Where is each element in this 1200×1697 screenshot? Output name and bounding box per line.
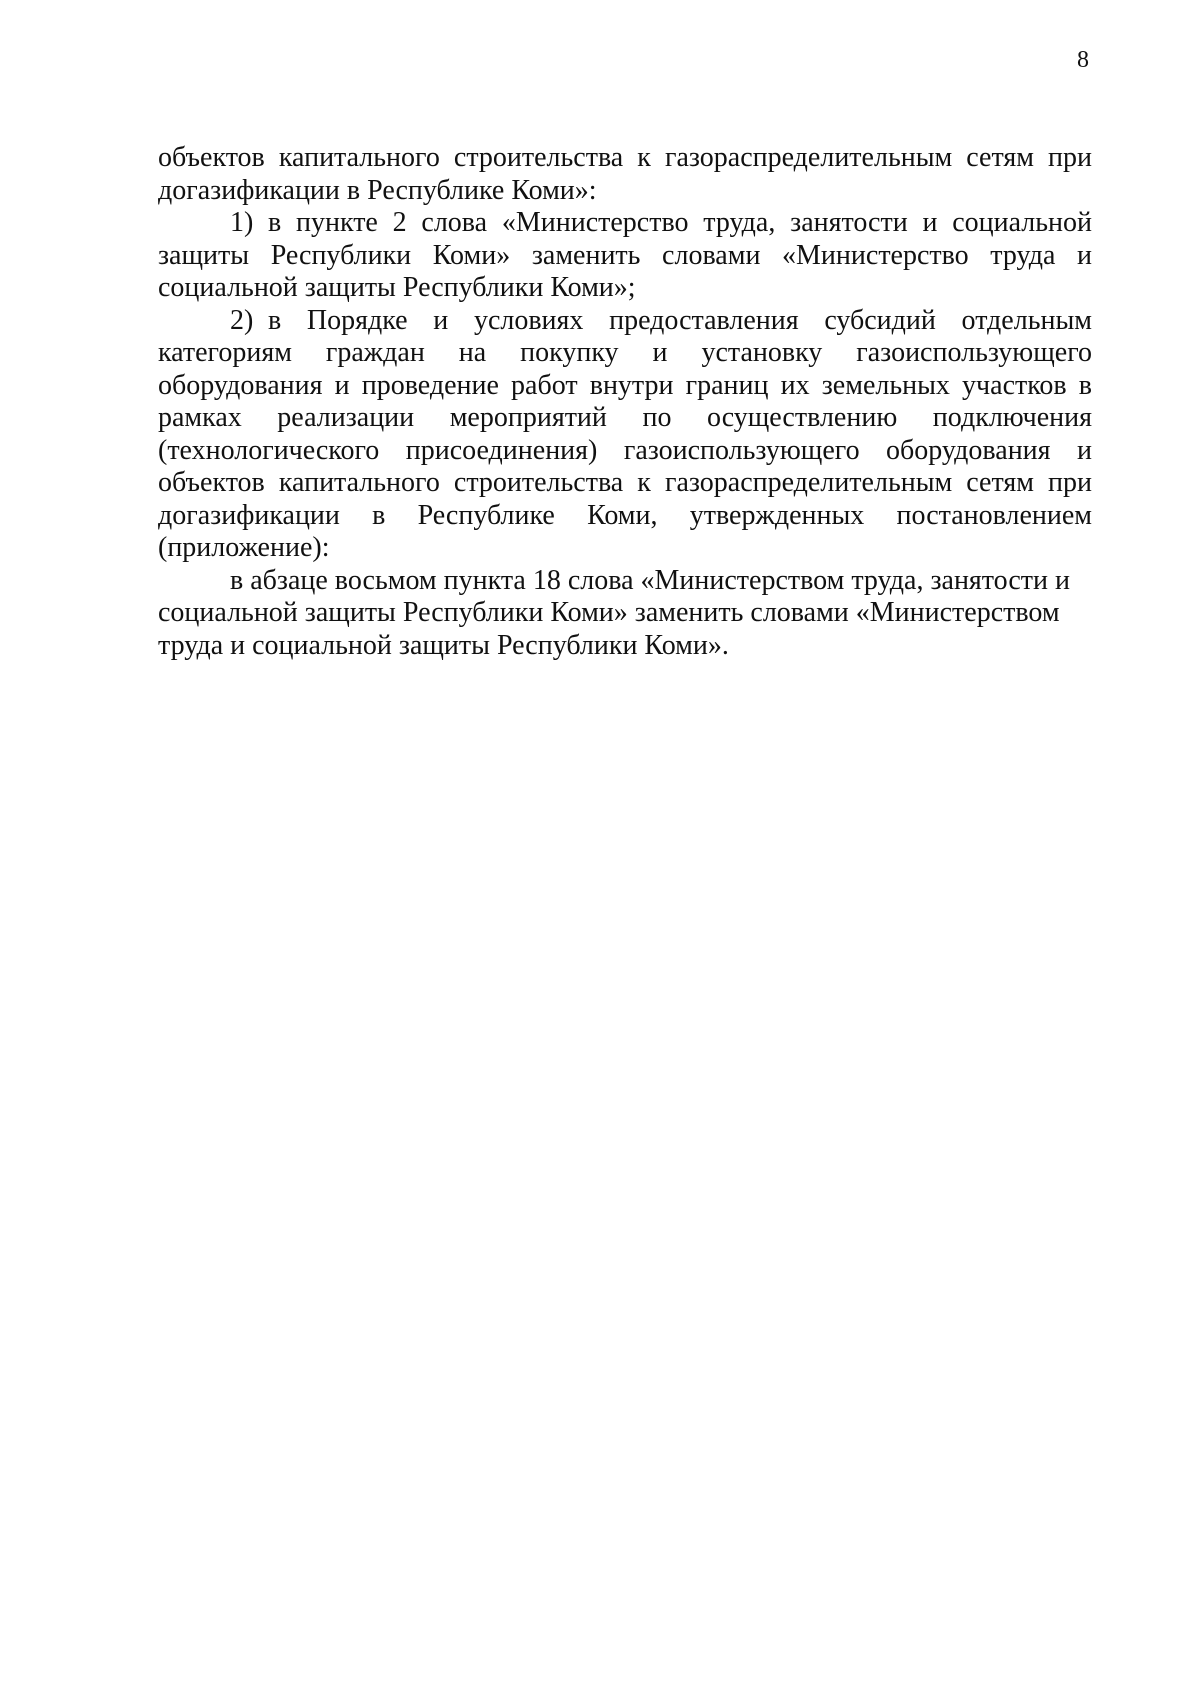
list-item-number: 2) <box>230 304 254 336</box>
list-item-text: в пункте 2 слова «Министерство труда, занятости и социальной защиты Республики Коми» заменить словами «Министерство труда и социальной защиты Республики Коми»; <box>158 207 1092 303</box>
paragraph-continuation: объектов капитального строительства к газораспределительным сетям при догазификации в Республике Коми»: <box>158 142 1092 206</box>
document-body <box>158 142 1092 662</box>
list-item-text: в Порядке и условиях предоставления субсидий отдельным категориям граждан на покупку и установку газоиспользующего оборудования и проведение работ внутри границ их земельных участков в рамках реализации мероприятий по осуществлению подключения (технологического присоединения) газоиспользующего оборудования и объектов капитального строительства к газораспределительным сетям при догазификации в Республике Коми, утвержденных постановлением (приложение): <box>158 304 1092 563</box>
list-item-2 <box>158 305 1092 565</box>
paragraph-amendment: в абзаце восьмом пункта 18 слова «Министерством труда, занятости и социальной защиты Республики Коми» заменить словами «Министерством труда и социальной защиты Республики Коми». <box>158 564 1070 661</box>
list-item-1 <box>158 207 1092 305</box>
list-item-number: 1) <box>230 207 254 238</box>
page-number: 8 <box>1077 47 1089 73</box>
